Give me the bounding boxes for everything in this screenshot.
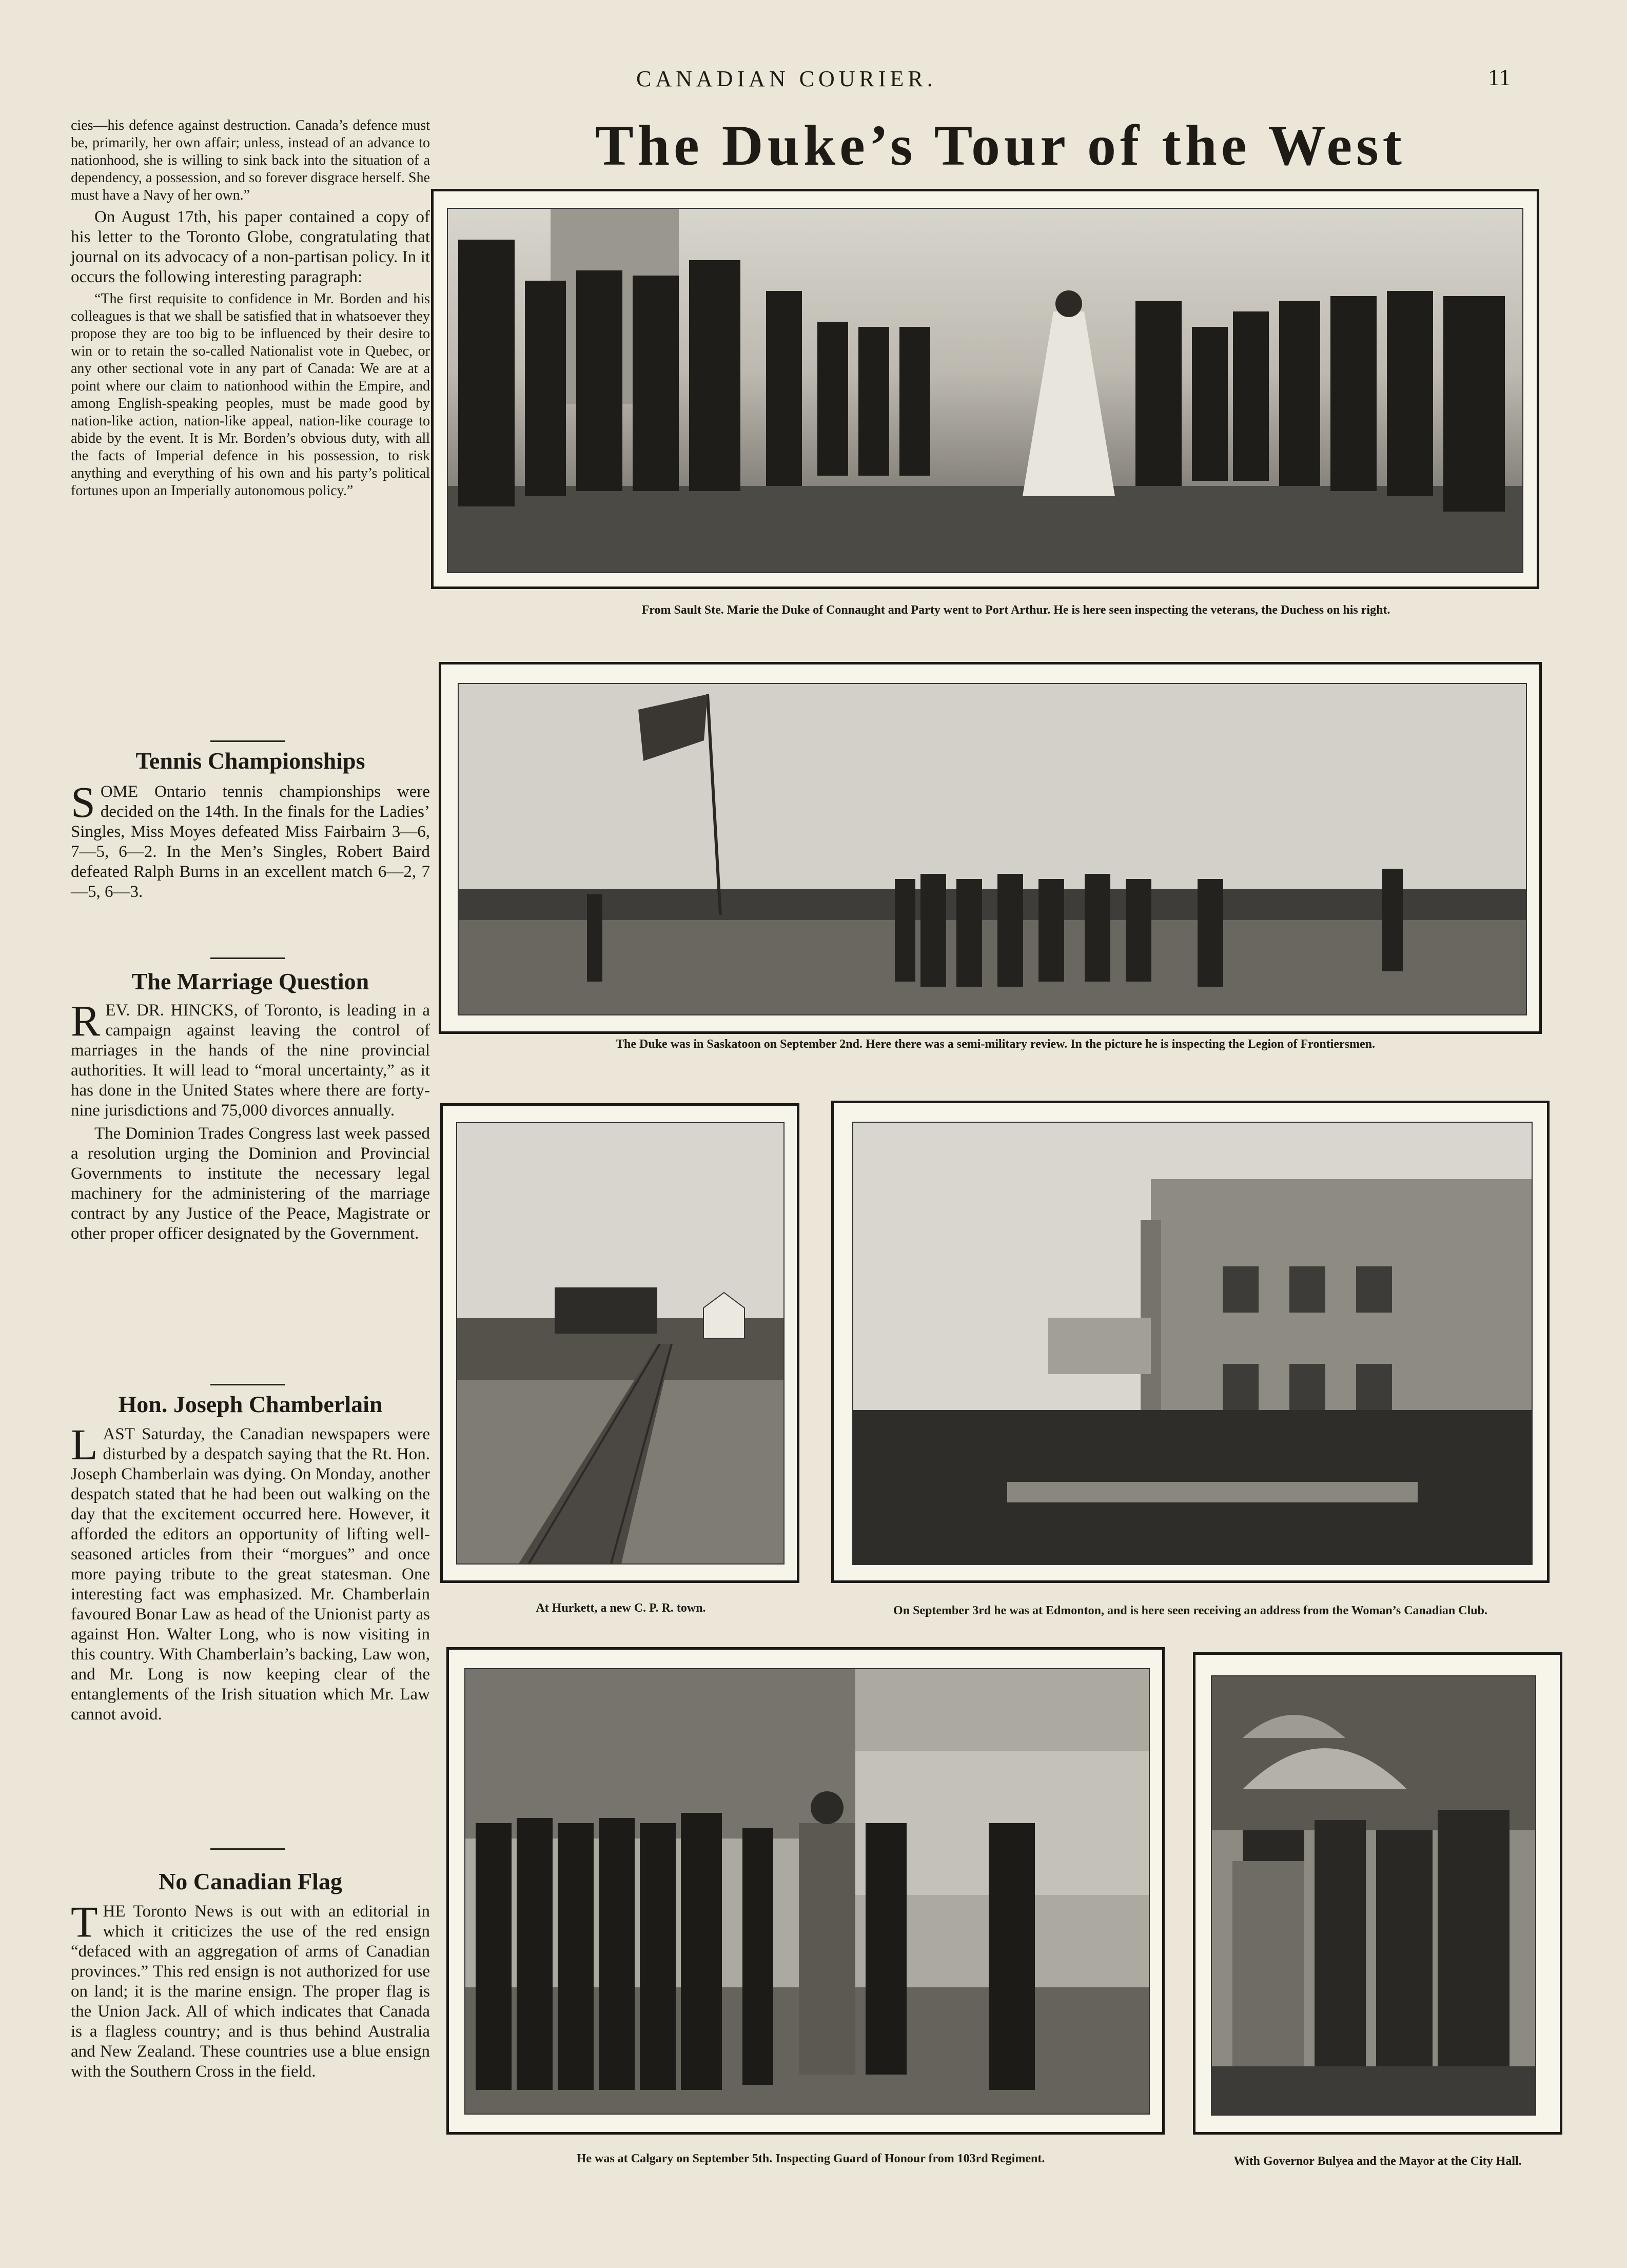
photo-hurkett (456, 1122, 785, 1565)
photo-city-hall (1211, 1675, 1536, 2116)
chamberlain-heading: Hon. Joseph Chamberlain (118, 1391, 383, 1417)
section-rule (210, 957, 285, 959)
photo-frame-hurkett (440, 1103, 799, 1583)
photo-saskatoon-image (459, 684, 1526, 1014)
intro-paragraph-1: cies—his defence against destruction. Canada’s defence must be, primarily, her own affair; unless, instead of an advance to nationhood, she is willing to sink back into the situation of a dependency, a possession, and so forever disgrace herself. She must have a Navy of her own.” (71, 118, 430, 203)
photo-frame-port-arthur (431, 189, 1539, 589)
caption-saskatoon: The Duke was in Saskatoon on September 2nd. Here there was a semi-military review. In the picture he is inspecting the Legion of Frontiersmen. (616, 1038, 1375, 1051)
marriage-body-2: The Dominion Trades Congress last week passed a resolution urging the Dominion and Provincial Governments to institute the necessary legal machinery for the administering of the marriage contract by any Justice of the Peace, Magistrate or other proper officer designated by the Government. (71, 1124, 430, 1243)
running-head: CANADIAN COURIER. (636, 66, 937, 91)
photo-frame-saskatoon (439, 662, 1542, 1034)
section-rule (210, 740, 285, 742)
marriage-body: EV. DR. HINCKS, of Toronto, is leading in a campaign against leaving the control of marriages in the hands of the nine provincial authorities. It will lead to “moral uncertainty,” as it has done in the United States where there are forty-nine jurisdictions and 75,000 divorces annually. (71, 1001, 430, 1120)
headline: The Duke’s Tour of the West (595, 114, 1406, 178)
chamberlain-body: AST Saturday, the Canadian newspapers were disturbed by a despatch saying that the Rt. Hon. Joseph Chamberlain was dying. On Monday, another despatch stated that he had been out walking on the day that the excitement occurred here. However, it afforded the editors an opportunity of lifting well-seasoned articles from their “morgues” and once more paying tribute to the great statesman. One interesting fact was emphasized. Mr. Chamberlain favoured Bonar Law as head of the Unionist party as against Hon. Walter Long, who is now visiting in this country. With Chamberlain’s backing, Law won, and Mr. Long is now keeping clear of the entanglements of the Irish situation which Mr. Law cannot avoid. (71, 1425, 430, 1724)
intro-quote: “The first requisite to confidence in Mr. Borden and his colleagues is that we shall be satisfied that in whatsoever they propose they are too big to be influenced by their desire to win or to retain the so-called Nationalist vote in Quebec, or any other sectional vote in any part of Canada: We are at a point where our claim to nationhood within the Empire, and among English-speaking peoples, must be made good by nation-like action, nation-like appeal, nation-like courage to abide by the event. It is Mr. Borden’s obvious duty, with all the facts of Imperial defence in his possession, to risk anything and everything of his own and his party’s political fortunes upon an Imperially autonomous policy.” (71, 291, 430, 499)
photo-port-arthur (447, 208, 1523, 573)
photo-calgary-image (465, 1669, 1149, 2114)
photo-saskatoon (458, 683, 1527, 1015)
photo-edmonton (852, 1122, 1533, 1565)
photo-calgary (464, 1668, 1150, 2115)
marriage-article (71, 996, 430, 1247)
section-rule (210, 1848, 285, 1850)
flag-body: HE Toronto News is out with an editorial in which it criticizes the use of the red ensign “defaced with an aggregation of arms of Canadian provinces.” This red ensign is not authorized for use on land; it is the marine ensign. The proper flag is the Union Jack. All of which indicates that Canada is a flagless country; and is thus behind Australia and New Zealand. These countries use a blue ensign with the Southern Cross in the field. (71, 1902, 430, 2081)
photo-edmonton-image (853, 1123, 1532, 1564)
caption-edmonton: On September 3rd he was at Edmonton, and is here seen receiving an address from the Woman’s Canadian Club. (893, 1604, 1487, 1617)
flag-article (71, 1897, 430, 2085)
photo-city-hall-image (1212, 1676, 1535, 2115)
chamberlain-article (71, 1420, 430, 1728)
photo-frame-edmonton (831, 1101, 1550, 1583)
photo-port-arthur-image (448, 209, 1522, 572)
photo-frame-city-hall (1193, 1652, 1562, 2135)
marriage-heading: The Marriage Question (131, 968, 369, 994)
flag-heading: No Canadian Flag (159, 1868, 342, 1894)
caption-hurkett: At Hurkett, a new C. P. R. town. (536, 1601, 706, 1615)
page-number: 11 (1488, 64, 1511, 90)
tennis-heading: Tennis Championships (135, 748, 365, 774)
tennis-body: OME Ontario tennis championships were decided on the 14th. In the finals for the Ladies’ Singles, Miss Moyes defeated Miss Fairbairn 3—6, 7—5, 6—2. In the Men’s Singles, Robert Baird defeated Ralph Burns in an excellent match 6—2, 7—5, 6—3. (71, 783, 430, 901)
flag-dropcap: T (71, 1897, 98, 1946)
intro-paragraph-2: On August 17th, his paper contained a copy of his letter to the Toronto Globe, congratulating that journal on its advocacy of a non-partisan policy. In it occurs the following interesting paragraph: (71, 208, 430, 286)
tennis-dropcap: S (71, 777, 95, 827)
caption-city-hall: With Governor Bulyea and the Mayor at the City Hall. (1233, 2155, 1522, 2168)
section-rule (210, 1384, 285, 1385)
photo-frame-calgary (446, 1647, 1165, 2135)
intro-text (71, 117, 430, 503)
chamberlain-dropcap: L (71, 1420, 98, 1469)
marriage-dropcap: R (71, 996, 101, 1045)
tennis-article (71, 777, 430, 905)
photo-hurkett-image (457, 1123, 783, 1563)
caption-port-arthur: From Sault Ste. Marie the Duke of Connaught and Party went to Port Arthur. He is here seen inspecting the veterans, the Duchess on his right. (641, 603, 1390, 617)
caption-calgary: He was at Calgary on September 5th. Inspecting Guard of Honour from 103rd Regiment. (576, 2152, 1045, 2165)
